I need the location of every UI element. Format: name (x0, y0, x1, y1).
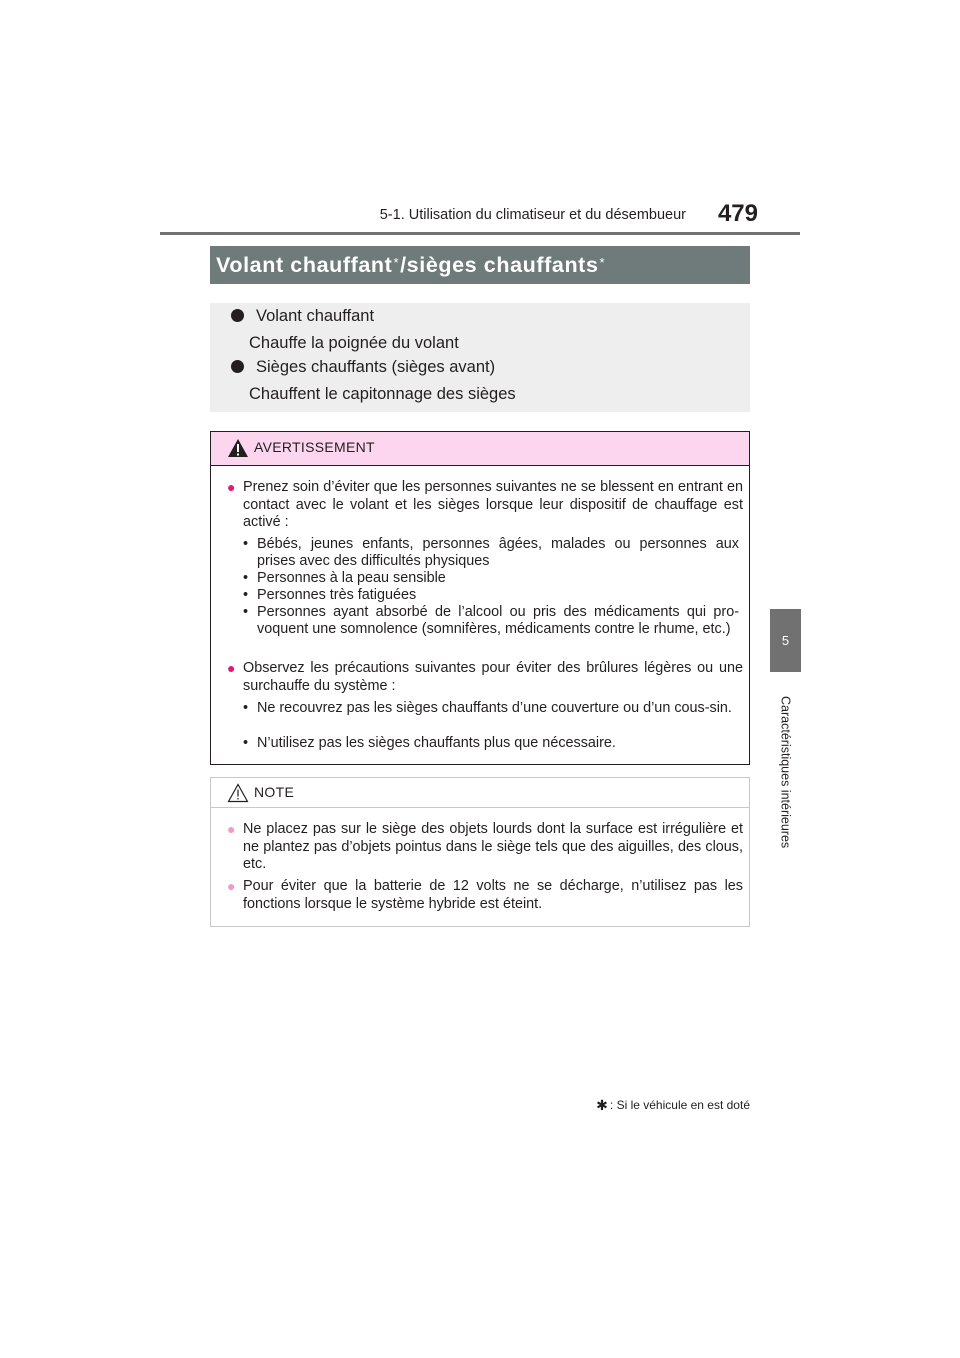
warning-paragraph: ● Prenez soin d’éviter que les personnes suivantes ne se blessent en entrant en contact avec le volant et les sièges lorsque leur dispositif de chauffage est activé : (227, 479, 743, 530)
page-number: 479 (717, 200, 758, 227)
section-title-part1: Volant chauffant (216, 252, 393, 277)
note-paragraph: ● Ne placez pas sur le siège des objets lourds dont la surface est irrégulière et ne plantez pas d’objets pointus dans le siège tels que des aiguilles, des clous, etc. (227, 821, 743, 872)
intro-item: Volant chauffant (231, 307, 374, 326)
note-header (211, 778, 749, 808)
warning-paragraph: ● Observez les précautions suivantes pour éviter des brûlures légères ou une surchauffe du système : (227, 660, 743, 694)
list-item: • Personnes ayant absorbé de l’alcool ou pris des médicaments qui pro-voquent une somnolence (somnifères, médicaments contre le rhume, etc.) (243, 604, 739, 638)
warning-triangle-icon (227, 438, 249, 458)
section-title-bar (210, 246, 750, 284)
bullet-dot-icon: ● (227, 821, 236, 837)
warning-header (211, 432, 749, 466)
warning-label: AVERTISSEMENT (254, 439, 375, 455)
asterisk-icon: ✱ (596, 1097, 608, 1113)
list-item: • Personnes très fatiguées (243, 587, 417, 603)
header-rule (160, 232, 800, 235)
chapter-label: Caractéristiques intérieures (778, 695, 793, 849)
intro-box (210, 303, 750, 412)
bullet-dot-icon (231, 309, 244, 322)
list-item: • Ne recouvrez pas les sièges chauffants d’une couverture ou d’un cous-sin. (243, 700, 732, 716)
section-title-part2: /sièges chauffants (400, 252, 599, 277)
bullet-dot-icon: ● (227, 660, 236, 676)
asterisk-mark: * (393, 254, 400, 270)
footnote: ✱ : Si le véhicule en est doté (596, 1097, 750, 1113)
bullet-dot-icon: ● (227, 479, 236, 495)
list-item: • Personnes à la peau sensible (243, 570, 446, 586)
note-label: NOTE (254, 784, 295, 800)
bullet-dot-icon: ● (227, 878, 236, 894)
chapter-tab: 5 (770, 609, 801, 672)
warning-box (210, 431, 750, 765)
intro-item: Sièges chauffants (sièges avant) (231, 358, 495, 377)
list-item: • N’utilisez pas les sièges chauffants plus que nécessaire. (243, 735, 616, 751)
intro-description: Chauffe la poignée du volant (249, 334, 459, 352)
list-item: • Bébés, jeunes enfants, personnes âgées, malades ou personnes aux prises avec des difficultés physiques (243, 536, 739, 570)
caution-triangle-icon (227, 783, 249, 803)
note-paragraph: ● Pour éviter que la batterie de 12 volts ne se décharge, n’utilisez pas les fonctions lorsque le système hybride est éteint. (227, 878, 743, 912)
asterisk-mark: * (599, 254, 606, 270)
intro-description: Chauffent le capitonnage des sièges (249, 385, 516, 403)
note-box (210, 777, 750, 927)
bullet-dot-icon (231, 360, 244, 373)
header-section-title: 5-1. Utilisation du climatiseur et du désembueur (379, 207, 686, 223)
